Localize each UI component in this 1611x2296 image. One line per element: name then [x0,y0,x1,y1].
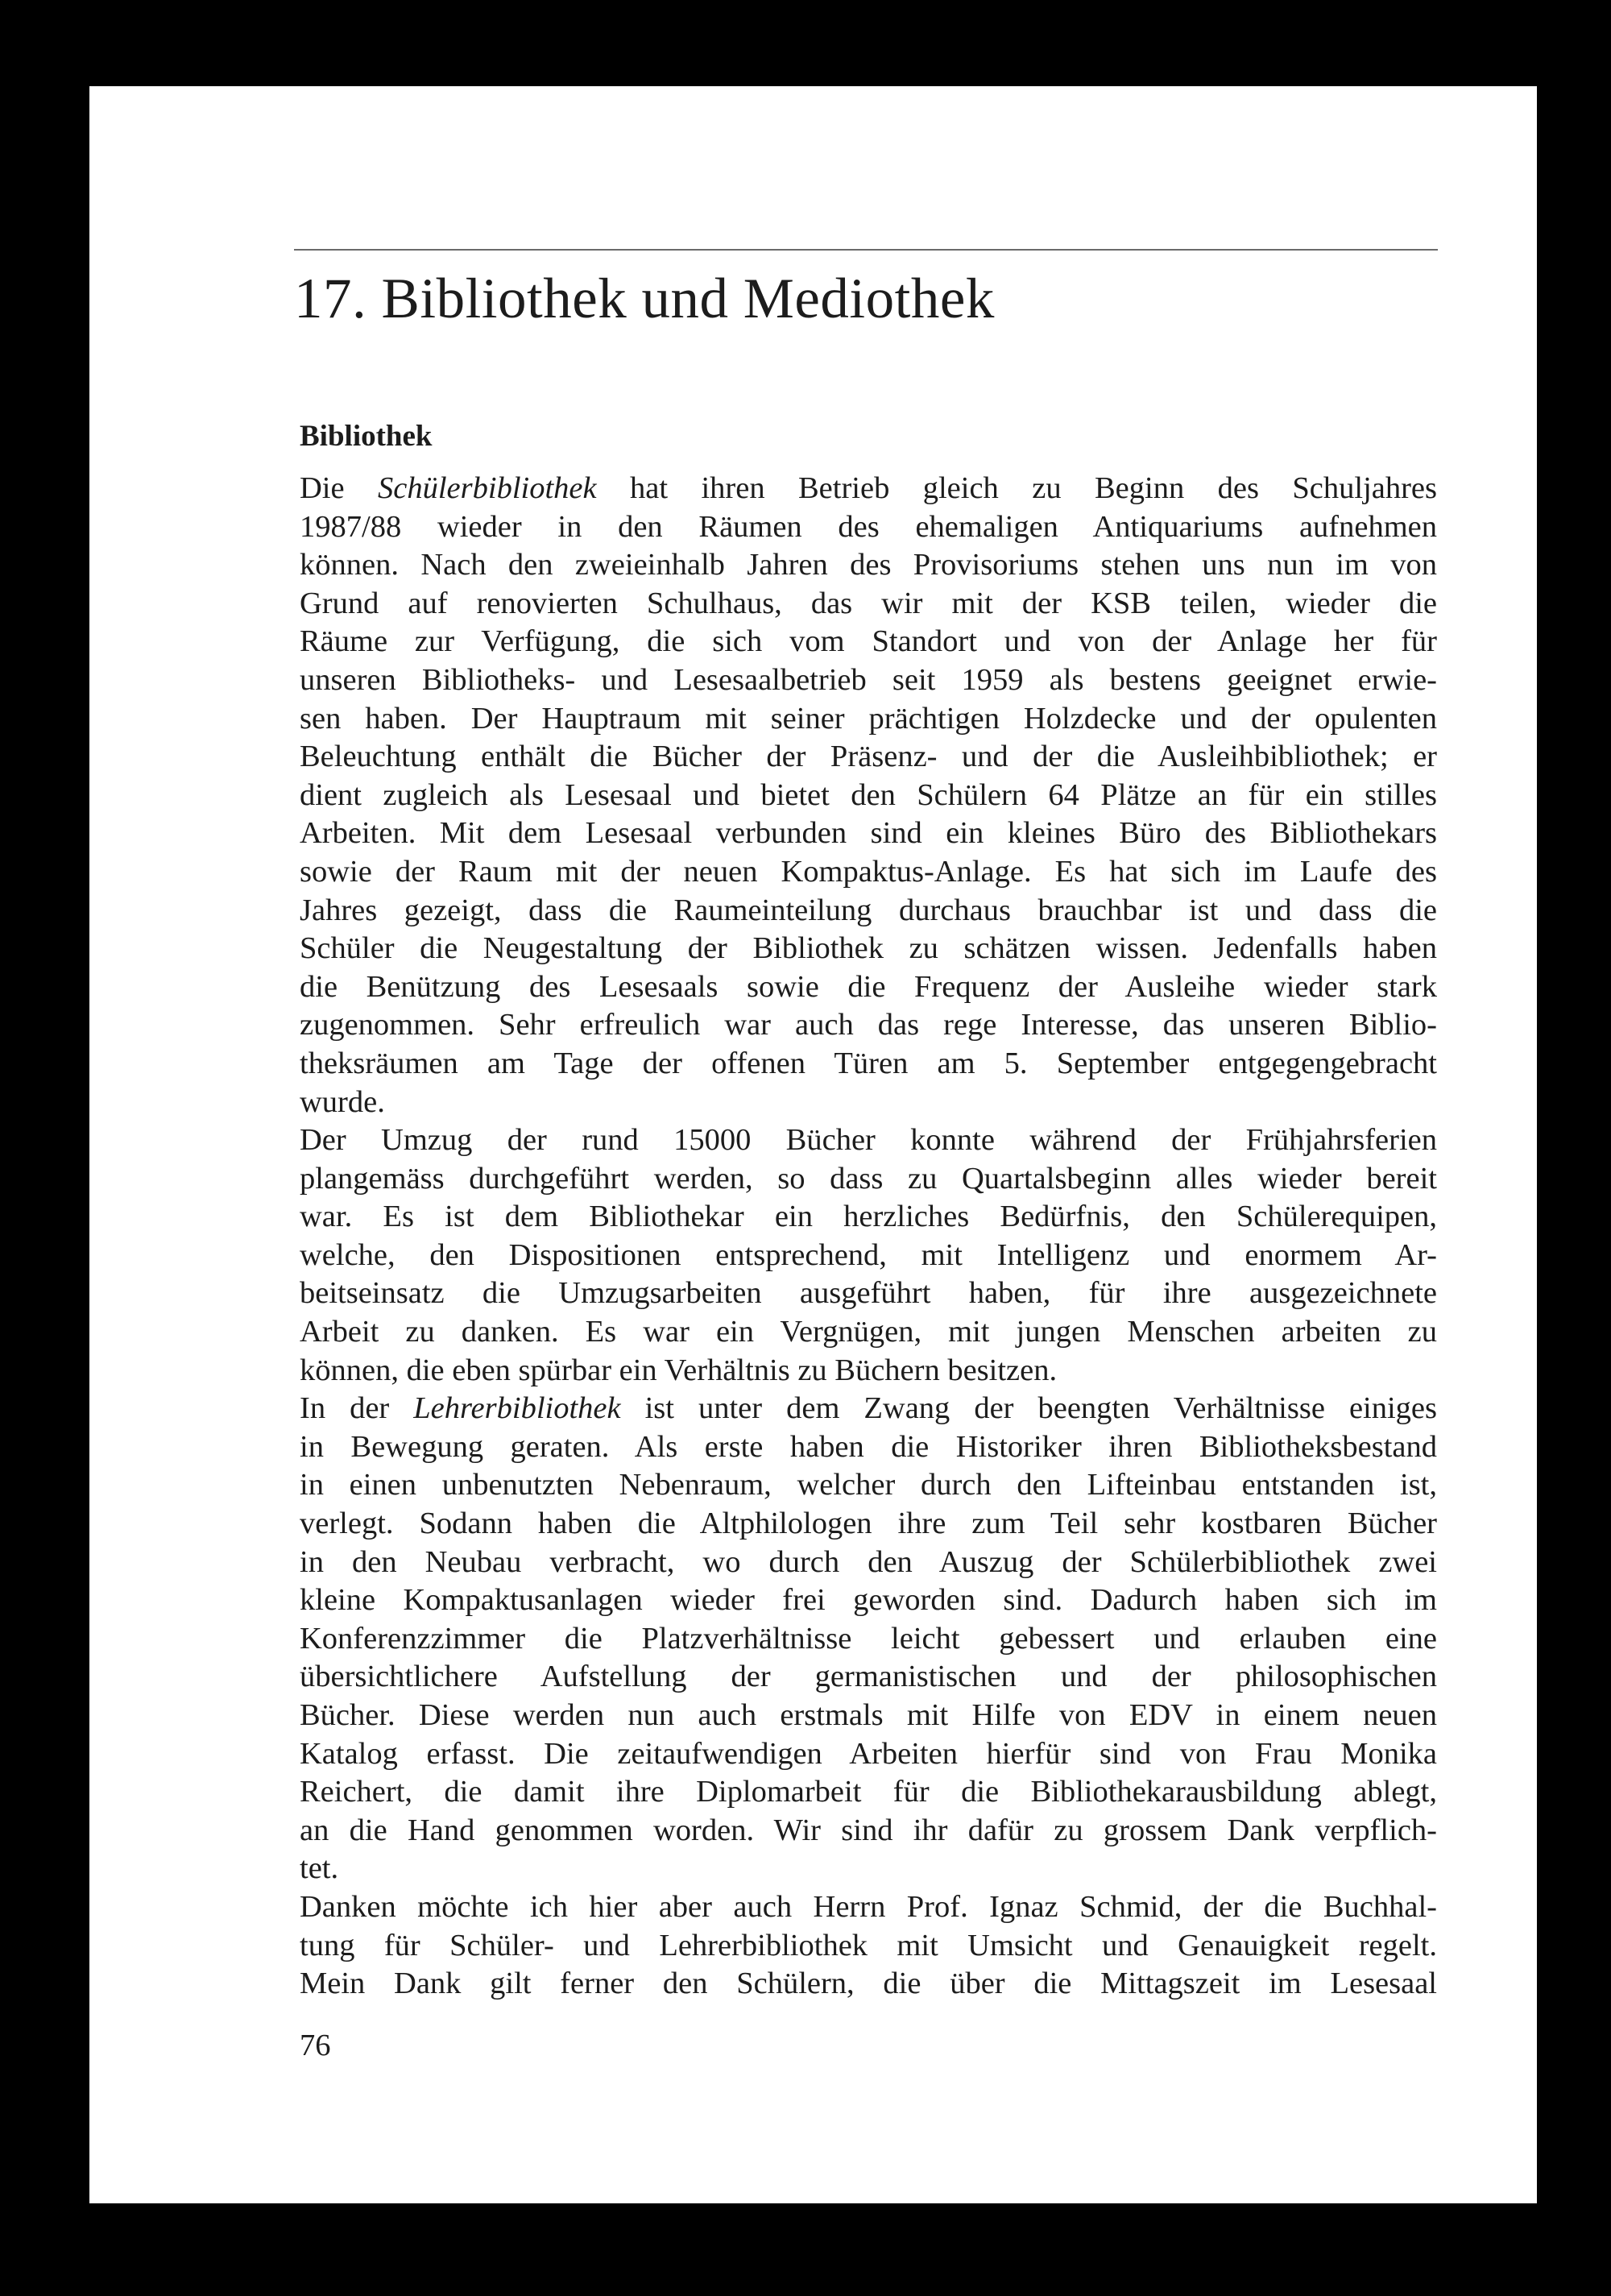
text-segment: Arbeit zu danken. Es war ein Vergnügen, mit jungen Menschen arbeiten zu [300,1315,1437,1349]
text-segment: Der Umzug der rund 15000 Bücher konnte während der Frühjahrsferien [300,1123,1437,1158]
body-text [300,470,1437,2004]
chapter-title: 17. Bibliothek und Mediothek [294,267,995,330]
text-segment: in den Neubau verbracht, wo durch den Auszug der Schülerbibliothek zwei [300,1544,1437,1579]
text-line [300,1658,1437,1697]
text-segment: Die [300,471,379,505]
text-line [300,853,1437,892]
text-segment: Grund auf renovierten Schulhaus, das wir mit der KSB teilen, wieder die [300,586,1437,620]
text-line [300,1352,1437,1390]
text-segment: welche, den Dispositionen entsprechend, mit Intelligenz und enormem Ar- [300,1237,1437,1272]
text-line [300,930,1437,968]
text-segment: Danken möchte ich hier aber auch Herrn Prof. Ignaz Schmid, der die Buchhal- [300,1889,1437,1924]
text-line [300,470,1437,508]
text-line [300,1198,1437,1237]
text-line [300,1466,1437,1505]
text-line [300,1773,1437,1812]
text-line [300,508,1437,547]
text-line [300,1812,1437,1850]
text-segment: können, die eben spürbar ein Verhältnis zu Büchern besitzen. [300,1353,1058,1387]
text-segment: beitseinsatz die Umzugsarbeiten ausgeführt haben, für ihre ausgezeichnete [300,1276,1437,1311]
text-segment: in Bewegung geraten. Als erste haben die Historiker ihren Bibliotheksbestand [300,1429,1437,1464]
text-segment: theksräumen am Tage der offenen Türen am 5. September entgegengebracht [300,1046,1437,1080]
text-segment: unseren Bibliotheks- und Lesesaalbetrieb seit 1959 als bestens geeignet erwie- [300,662,1437,697]
text-line [300,738,1437,777]
text-line [300,585,1437,624]
text-line [300,892,1437,930]
text-segment: 1987/88 wieder in den Räumen des ehemaligen Antiquariums aufnehmen [300,509,1437,544]
text-line [300,777,1437,815]
text-line [300,1850,1437,1888]
text-segment: dient zugleich als Lesesaal und bietet den Schülern 64 Plätze an für ein stilles [300,777,1437,812]
text-line [300,1581,1437,1620]
text-segment: wurde. [300,1084,385,1119]
text-line [300,1313,1437,1352]
italic-term: Schülerbibliothek [378,471,597,505]
text-line [300,546,1437,585]
text-line [300,1620,1437,1659]
title-rule [294,249,1438,251]
text-line [300,968,1437,1007]
text-segment: Beleuchtung enthält die Bücher der Präsenz- und der die Ausleihbibliothek; er [300,740,1437,774]
text-line [300,1735,1437,1774]
text-segment: an die Hand genommen worden. Wir sind ihr dafür zu grossem Dank verpflich- [300,1813,1437,1847]
text-segment: war. Es ist dem Bibliothekar ein herzliches Bedürfnis, den Schülerequipen, [300,1200,1437,1234]
text-segment: sen haben. Der Hauptraum mit seiner prächtigen Holzdecke und der opulenten [300,701,1437,736]
text-segment: sowie der Raum mit der neuen Kompaktus-Anlage. Es hat sich im Laufe des [300,854,1437,889]
text-line [300,1084,1437,1122]
text-line [300,1390,1437,1428]
text-line [300,1121,1437,1160]
italic-term: Lehrerbibliothek [413,1391,621,1426]
section-heading: Bibliothek [300,420,433,453]
text-line [300,1505,1437,1544]
text-line [300,814,1437,853]
text-line [300,661,1437,700]
text-segment: tet. [300,1851,339,1886]
text-line [300,1237,1437,1275]
text-line [300,1965,1437,2004]
text-segment: Mein Dank gilt ferner den Schülern, die über die Mittagszeit im Lesesaal [300,1967,1437,2001]
text-segment: übersichtlichere Aufstellung der germanistischen und der philosophischen [300,1660,1437,1694]
text-segment: In der [300,1391,414,1426]
text-segment: Jahres gezeigt, dass die Raumeinteilung durchaus brauchbar ist und dass die [300,893,1437,927]
text-line [300,623,1437,661]
text-segment: Räume zur Verfügung, die sich vom Standort und von der Anlage her für [300,624,1437,659]
text-segment: die Benützung des Lesesaals sowie die Frequenz der Ausleihe wieder stark [300,969,1437,1004]
text-line [300,1888,1437,1927]
text-line [300,1697,1437,1735]
text-segment: kleine Kompaktusanlagen wieder frei geworden sind. Dadurch haben sich im [300,1583,1437,1618]
text-segment: Katalog erfasst. Die zeitaufwendigen Arbeiten hierfür sind von Frau Monika [300,1736,1437,1771]
text-segment: können. Nach den zweieinhalb Jahren des Provisoriums stehen uns nun im von [300,548,1437,582]
text-line [300,1045,1437,1084]
text-segment: hat ihren Betrieb gleich zu Beginn des Schuljahres [596,471,1437,505]
text-segment: in einen unbenutzten Nebenraum, welcher durch den Lifteinbau entstanden ist, [300,1468,1437,1502]
text-segment: verlegt. Sodann haben die Altphilologen ihre zum Teil sehr kostbaren Bücher [300,1506,1437,1541]
text-line [300,1428,1437,1467]
text-line [300,1274,1437,1313]
text-segment: Bücher. Diese werden nun auch erstmals mit Hilfe von EDV in einem neuen [300,1698,1437,1732]
text-line [300,1006,1437,1045]
text-segment: Arbeiten. Mit dem Lesesaal verbunden sind ein kleines Büro des Bibliothekars [300,816,1437,851]
text-line [300,700,1437,739]
text-line [300,1544,1437,1582]
text-line [300,1160,1437,1199]
text-segment: plangemäss durchgeführt werden, so dass zu Quartalsbeginn alles wieder bereit [300,1161,1437,1196]
text-segment: Konferenzzimmer die Platzverhältnisse leicht gebessert und erlauben eine [300,1621,1437,1656]
text-segment: ist unter dem Zwang der beengten Verhältnisse einiges [620,1391,1437,1426]
text-line [300,1927,1437,1966]
text-segment: Reichert, die damit ihre Diplomarbeit für die Bibliothekarausbildung ablegt, [300,1775,1437,1809]
text-segment: zugenommen. Sehr erfreulich war auch das rege Interesse, das unseren Biblio- [300,1008,1437,1042]
page-number: 76 [300,2029,331,2062]
text-segment: Schüler die Neugestaltung der Bibliothek zu schätzen wissen. Jedenfalls haben [300,931,1437,966]
text-segment: tung für Schüler- und Lehrerbibliothek mit Umsicht und Genauigkeit regelt. [300,1928,1437,1962]
